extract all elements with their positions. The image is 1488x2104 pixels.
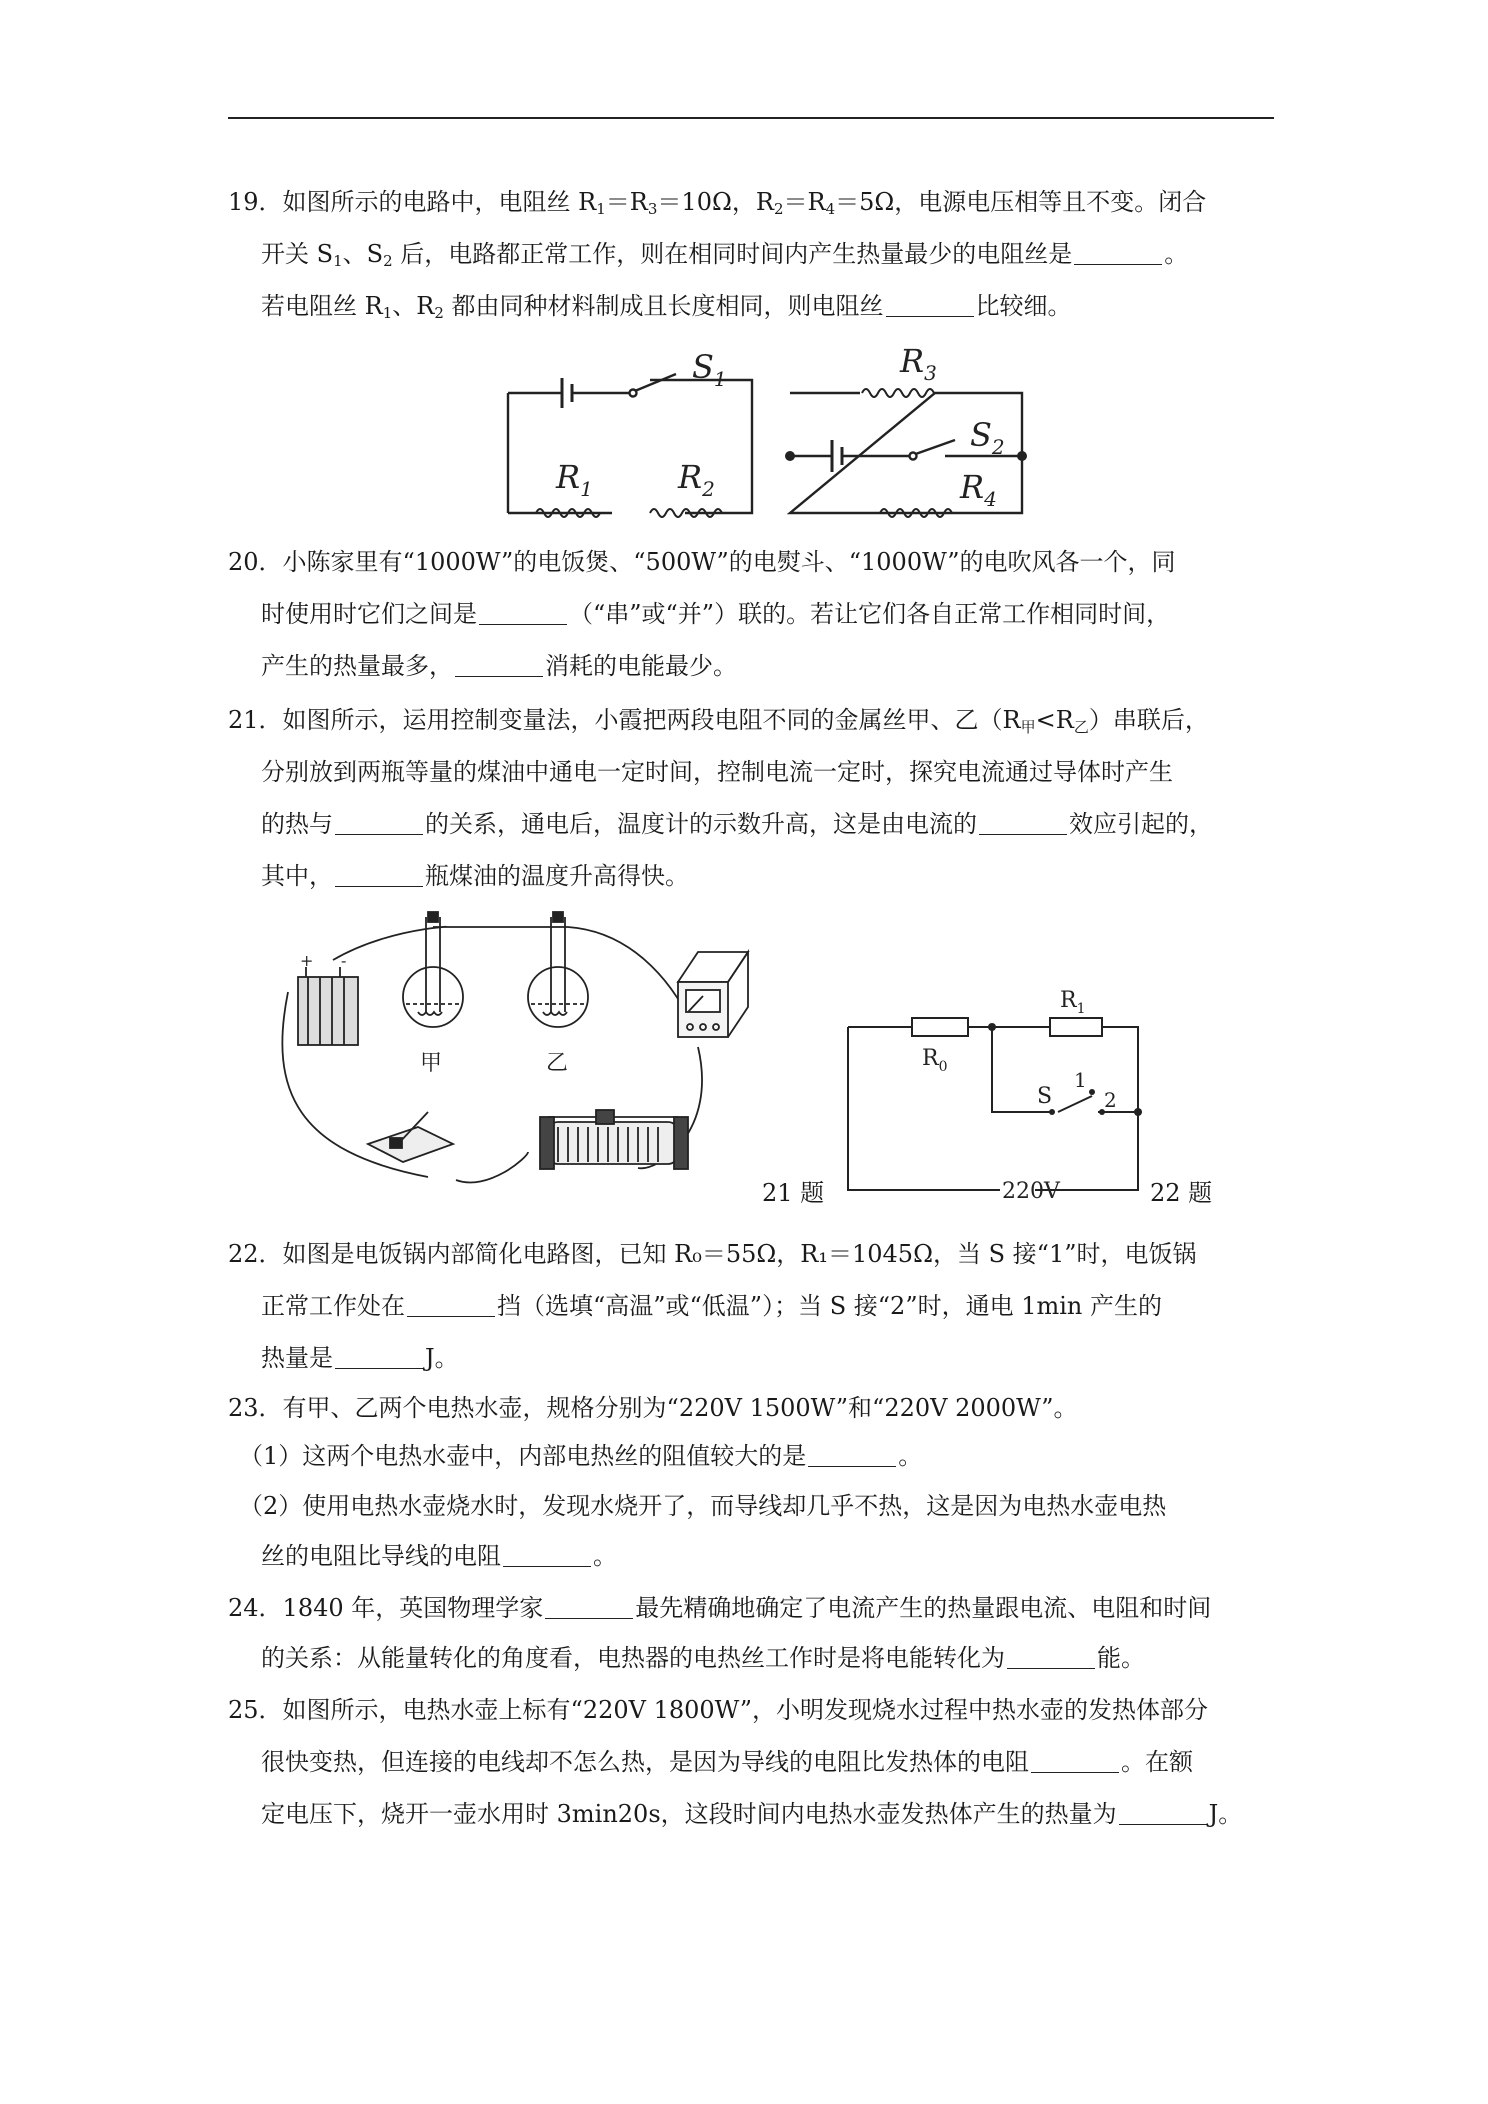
label-terminal-1: 1 xyxy=(1074,1068,1087,1092)
q19-line-1: 19．如图所示的电路中，电阻丝 $R_1=R_3=10\Omega$，$R_2=R_4=5\Omega$，电源电压相等且不变。闭合 xyxy=(228,188,1207,218)
label-terminal-2: 2 xyxy=(1104,1088,1117,1112)
answer-blank[interactable] xyxy=(479,602,567,625)
q24-line-1: 24．1840 年，英国物理学家 最先精确地确定了电流产生的热量跟电流、电阻和时间 xyxy=(228,1594,1212,1622)
q25-line-2: 很快变热，但连接的电线却不怎么热，是因为导线的电阻比发热体的电阻 。在额 xyxy=(261,1748,1193,1776)
svg-text:+: + xyxy=(300,951,314,970)
label-s2: $S_2$ xyxy=(970,416,1005,459)
label-yi: 乙 xyxy=(546,1051,569,1076)
q19-line-2: 开关 $S_1$、$S_2$ 后，电路都正常工作，则在相同时间内产生热量最少的电阻丝是 。 xyxy=(261,240,1189,270)
answer-blank[interactable] xyxy=(335,812,423,835)
q23-part-2: （2）使用电热水壶烧水时，发现水烧开了，而导线却几乎不热，这是因为电热水壶电热 xyxy=(239,1492,1167,1520)
q21-line-4: 其中， 瓶煤油的温度升高得快。 xyxy=(261,862,689,890)
answer-blank[interactable] xyxy=(407,1294,495,1317)
q23-line-1: 23．有甲、乙两个电热水壶，规格分别为“220V 1500W”和“220V 2000W”。 xyxy=(228,1394,1078,1422)
answer-blank[interactable] xyxy=(808,1444,896,1467)
label-r1: $R_1$ xyxy=(556,458,593,501)
answer-blank[interactable] xyxy=(503,1544,591,1567)
header-rule xyxy=(228,117,1274,119)
answer-blank[interactable] xyxy=(979,812,1067,835)
q21-line-2: 分别放到两瓶等量的煤油中通电一定时间，控制电流一定时，探究电流通过导体时产生 xyxy=(261,758,1173,786)
figure-22-caption: 22 题 xyxy=(1150,1179,1213,1207)
label-switch-s: S xyxy=(1037,1084,1053,1109)
q23-part-1: （1）这两个电热水壶中，内部电热丝的阻值较大的是 。 xyxy=(239,1442,923,1470)
svg-text:-: - xyxy=(341,951,347,970)
q20-line-3: 产生的热量最多， 消耗的电能最少。 xyxy=(261,652,737,680)
q22-circuit-figure xyxy=(840,980,1170,1204)
label-r4: $R_4$ xyxy=(960,468,997,511)
label-r0: $R_0$ xyxy=(922,1046,948,1075)
label-s1: $S_1$ xyxy=(692,348,727,391)
label-r3: $R_3$ xyxy=(900,342,937,385)
answer-blank[interactable] xyxy=(335,864,423,887)
label-voltage: 220V xyxy=(1002,1179,1060,1204)
answer-blank[interactable] xyxy=(1119,1802,1207,1825)
answer-blank[interactable] xyxy=(335,1346,423,1369)
q24-line-2: 的关系：从能量转化的角度看，电热器的电热丝工作时是将电能转化为 能。 xyxy=(261,1644,1145,1672)
label-r1: $R_1$ xyxy=(1060,988,1086,1017)
q19-line-3: 若电阻丝 $R_1$、$R_2$ 都由同种材料制成且长度相同，则电阻丝 比较细。 xyxy=(261,292,1072,322)
answer-blank[interactable] xyxy=(455,654,543,677)
q23-part-2-cont: 丝的电阻比导线的电阻 。 xyxy=(261,1542,617,1570)
q22-line-2: 正常工作处在 挡（选填“高温”或“低温”）；当 S 接“2”时，通电 1min 产生的 xyxy=(261,1292,1163,1320)
q21-line-3: 的热与 的关系，通电后，温度计的示数升高，这是由电流的 效应引起的， xyxy=(261,810,1213,838)
q22-line-1: 22．如图是电饭锅内部简化电路图，已知 R₀＝55Ω，R₁＝1045Ω，当 S 接“1”时，电饭锅 xyxy=(228,1240,1197,1268)
q20-line-1: 20．小陈家里有“1000W”的电饭煲、“500W”的电熨斗、“1000W”的电吹风各一个，同 xyxy=(228,548,1176,576)
answer-blank[interactable] xyxy=(1007,1646,1095,1669)
label-r2: $R_2$ xyxy=(678,458,715,501)
q21-line-1: 21．如图所示，运用控制变量法，小霞把两段电阻不同的金属丝甲、乙$(R_甲<R_乙)$串联后， xyxy=(228,706,1209,736)
figure-21-caption: 21 题 xyxy=(762,1179,825,1207)
q25-line-1: 25．如图所示，电热水壶上标有“220V 1800W”，小明发现烧水过程中热水壶的发热体部分 xyxy=(228,1696,1209,1724)
q25-line-3: 定电压下，烧开一壶水用时 3min20s，这段时间内电热水壶发热体产生的热量为 J。 xyxy=(261,1800,1243,1828)
q20-line-2: 时使用时它们之间是 （“串”或“并”）联的。若让它们各自正常工作相同时间， xyxy=(261,600,1171,628)
q22-line-3: 热量是 J。 xyxy=(261,1344,459,1372)
answer-blank[interactable] xyxy=(886,294,974,317)
answer-blank[interactable] xyxy=(545,1596,633,1619)
q19-circuit-figure xyxy=(500,342,1040,528)
answer-blank[interactable] xyxy=(1074,242,1162,265)
answer-blank[interactable] xyxy=(1031,1750,1119,1773)
label-jia: 甲 xyxy=(420,1051,443,1076)
q21-apparatus-figure xyxy=(278,912,738,1202)
